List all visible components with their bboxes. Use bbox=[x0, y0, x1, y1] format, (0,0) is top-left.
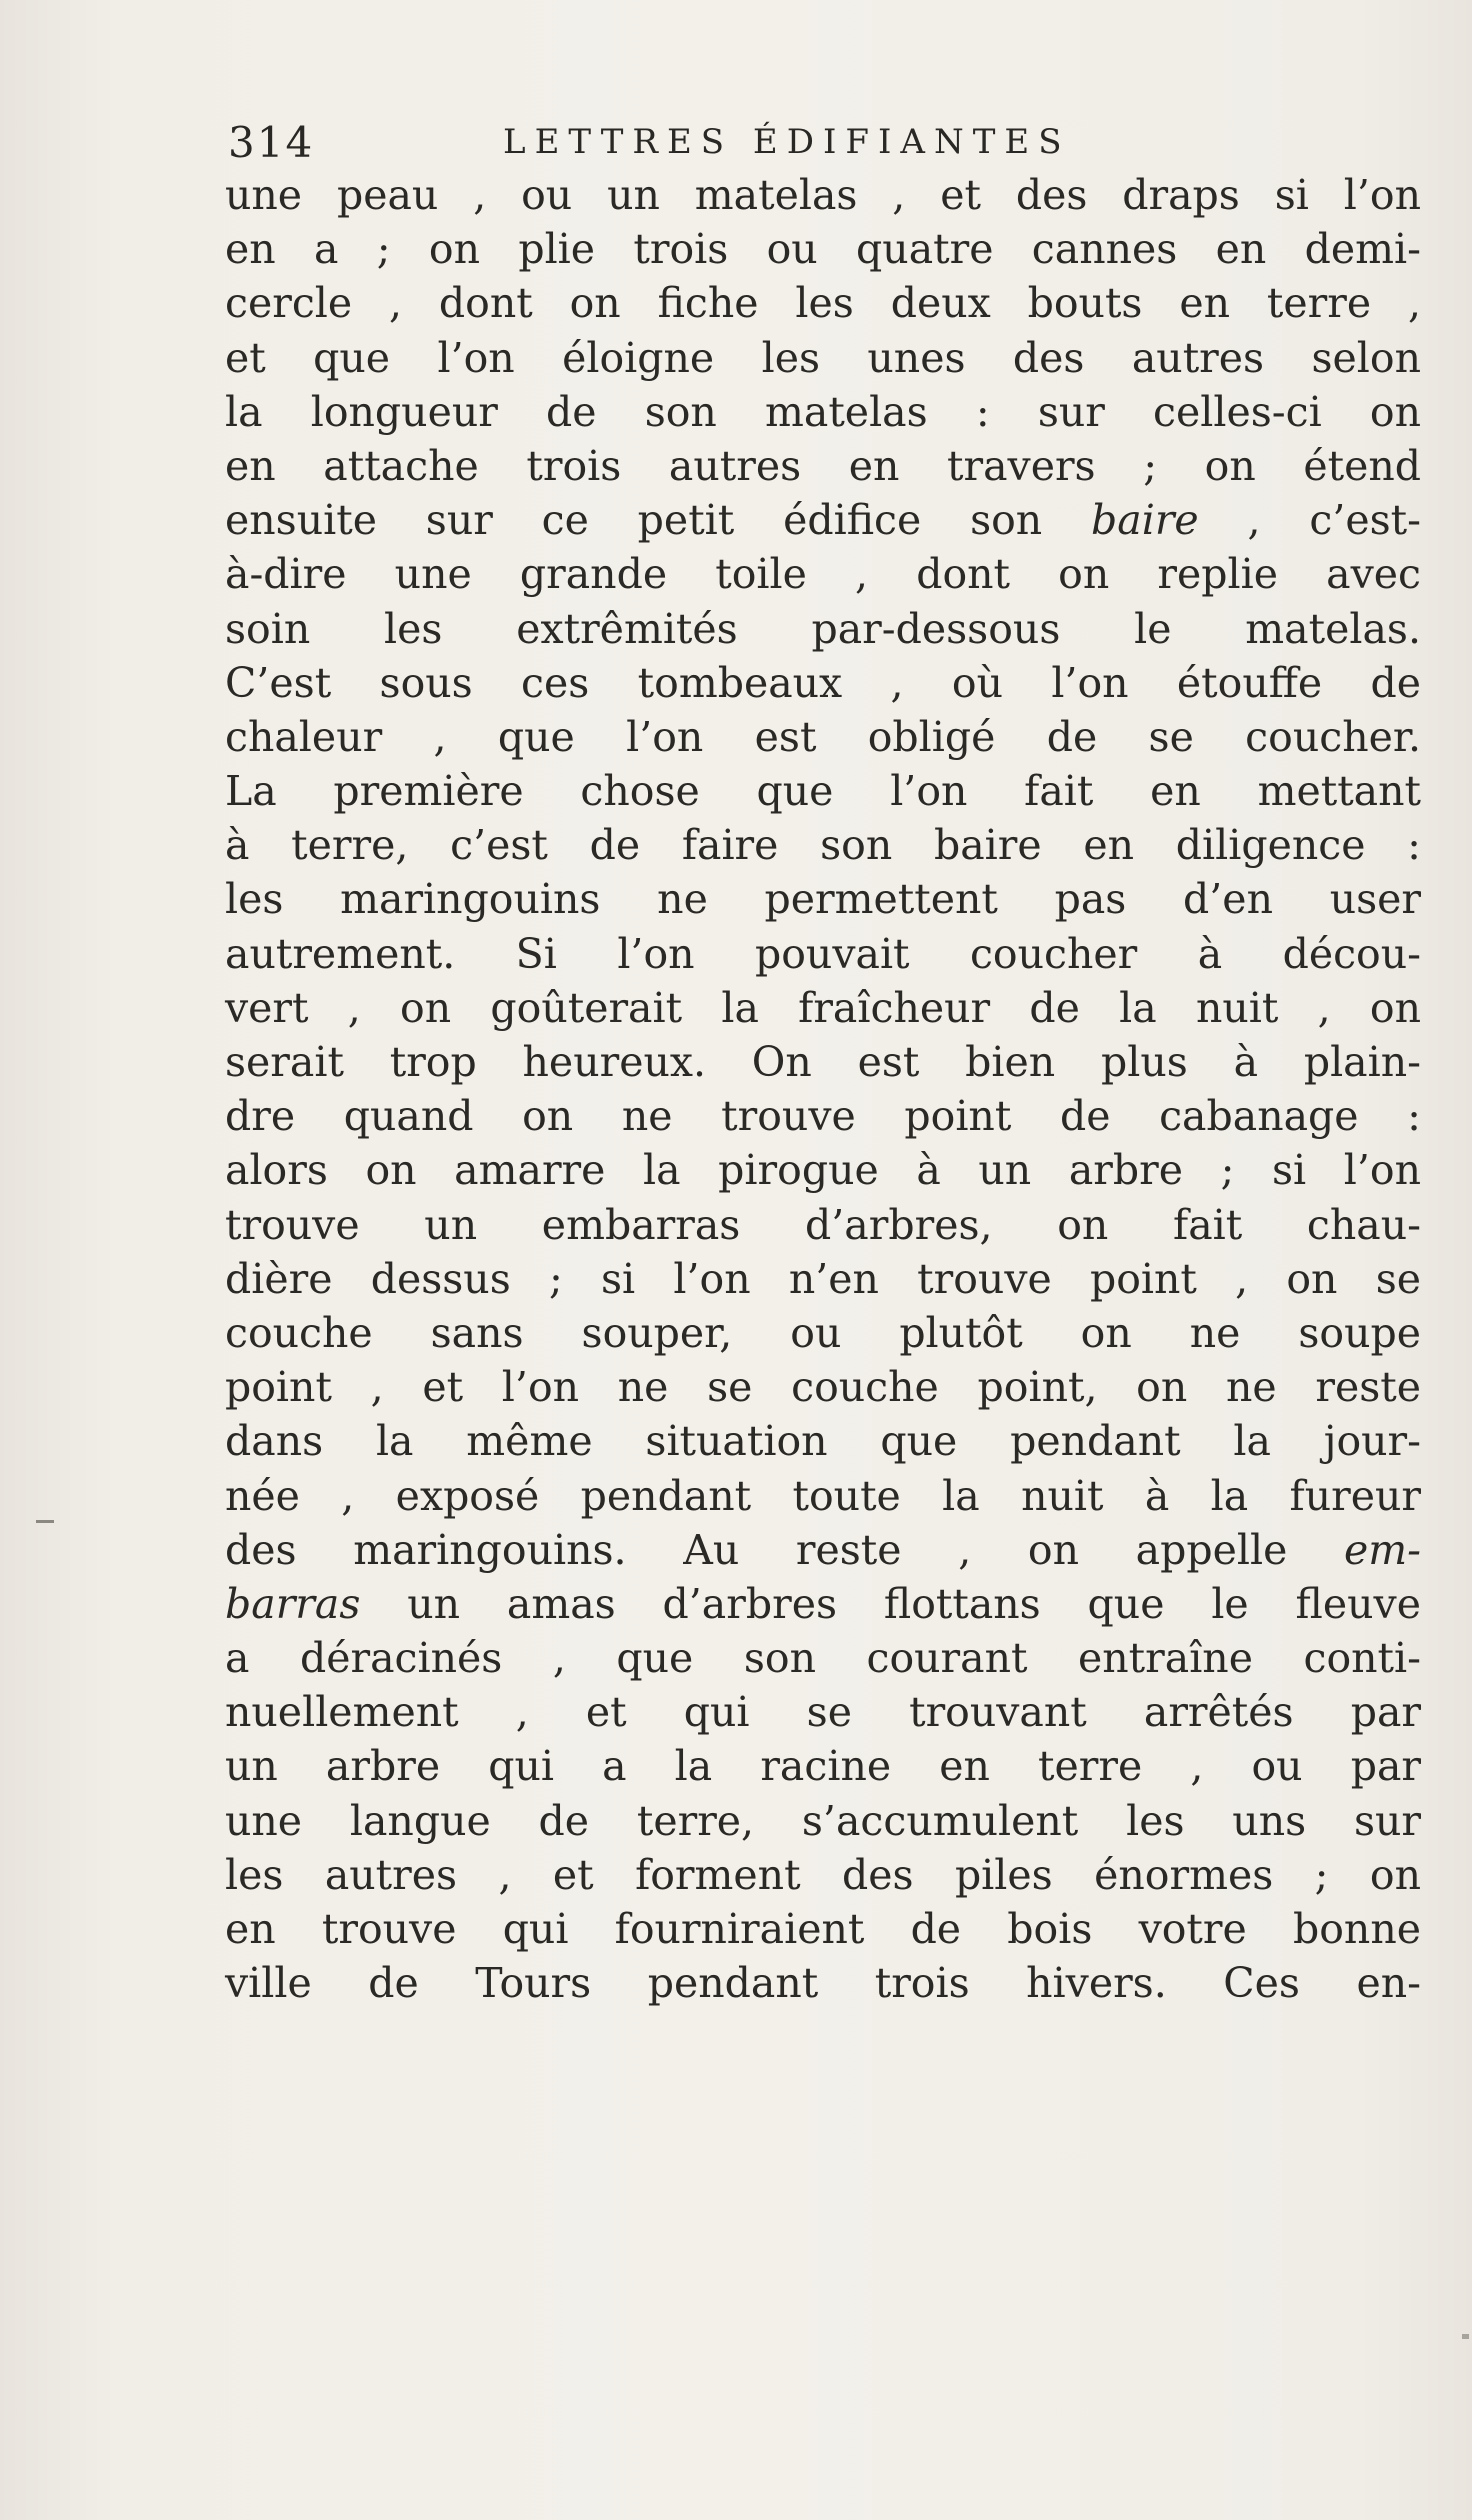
text-run: en attache trois autres en travers ; on étend bbox=[225, 441, 1421, 490]
text-run: la longueur de son matelas : sur celles-ci on bbox=[225, 387, 1421, 436]
text-line bbox=[225, 1035, 1421, 1089]
text-run: serait trop heureux. On est bien plus à plain- bbox=[225, 1038, 1421, 1086]
text-run: à terre, c’est de faire son baire en diligence : bbox=[225, 821, 1421, 870]
text-run: les maringouins ne permettent pas d’en user bbox=[225, 875, 1421, 924]
text-line bbox=[225, 1685, 1421, 1739]
text-run: à-dire une grande toile , dont on replie avec bbox=[225, 550, 1421, 599]
text-run: , c’est- bbox=[1198, 496, 1421, 545]
text-line bbox=[225, 1198, 1421, 1252]
italic-term: baire bbox=[1091, 496, 1199, 545]
text-line bbox=[225, 276, 1421, 330]
text-line bbox=[225, 818, 1421, 872]
text-line bbox=[225, 764, 1421, 818]
text-line bbox=[225, 1631, 1421, 1685]
text-line bbox=[225, 493, 1421, 547]
text-line bbox=[225, 1848, 1421, 1902]
text-run: point , et l’on ne se couche point, on ne reste bbox=[225, 1363, 1421, 1412]
text-run: cercle , dont on fiche les deux bouts en terre , bbox=[225, 279, 1421, 328]
text-run: vert , on goûterait la fraîcheur de la nuit , on bbox=[225, 983, 1421, 1032]
text-run: dière dessus ; si l’on n’en trouve point , on se bbox=[225, 1254, 1421, 1303]
text-line bbox=[225, 222, 1421, 276]
text-line bbox=[225, 1360, 1421, 1414]
text-run: trouve un embarras d’arbres, on fait chau- bbox=[225, 1200, 1421, 1249]
text-run: née , exposé pendant toute la nuit à la fureur bbox=[225, 1471, 1421, 1520]
text-run: soin les extrêmités par-dessous le matelas. bbox=[225, 604, 1421, 653]
text-line bbox=[225, 1089, 1421, 1143]
text-run: ville de Tours pendant trois hivers. Ces en- bbox=[225, 1959, 1421, 2008]
text-line bbox=[225, 331, 1421, 385]
text-line bbox=[225, 1902, 1421, 1956]
text-run: une peau , ou un matelas , et des draps si l’on bbox=[225, 171, 1421, 219]
text-line bbox=[225, 1794, 1421, 1848]
text-run: un arbre qui a la racine en terre , ou par bbox=[225, 1742, 1421, 1791]
text-line bbox=[225, 981, 1421, 1035]
text-line bbox=[225, 1469, 1421, 1523]
text-run: chaleur , que l’on est obligé de se coucher. bbox=[225, 712, 1421, 761]
italic-term: barras bbox=[225, 1579, 361, 1628]
text-run: a déracinés , que son courant entraîne conti- bbox=[225, 1634, 1421, 1683]
text-run: en a ; on plie trois ou quatre cannes en demi- bbox=[225, 225, 1421, 274]
text-run: les autres , et forment des piles énormes ; on bbox=[225, 1850, 1421, 1899]
text-line bbox=[225, 547, 1421, 601]
text-line bbox=[225, 168, 1421, 222]
text-run: dre quand on ne trouve point de cabanage : bbox=[225, 1092, 1421, 1141]
margin-mark bbox=[36, 1520, 54, 1523]
text-run: et que l’on éloigne les unes des autres selon bbox=[225, 333, 1421, 382]
text-line bbox=[225, 927, 1421, 981]
text-run: en trouve qui fourniraient de bois votre bonne bbox=[225, 1905, 1421, 1953]
text-line bbox=[225, 439, 1421, 493]
text-run: un amas d’arbres flottans que le fleuve bbox=[360, 1579, 1421, 1628]
text-run: des maringouins. Au reste , on appelle bbox=[225, 1525, 1344, 1574]
text-run: alors on amarre la pirogue à un arbre ; si l’on bbox=[225, 1146, 1421, 1195]
page-header-title: LETTRES ÉDIFIANTES bbox=[503, 122, 1071, 162]
italic-term: em- bbox=[1344, 1525, 1421, 1574]
text-line bbox=[225, 1523, 1421, 1577]
text-line bbox=[225, 1252, 1421, 1306]
text-line bbox=[225, 1577, 1421, 1631]
text-line bbox=[225, 1956, 1421, 2010]
text-run: La première chose que l’on fait en mettant bbox=[225, 767, 1421, 816]
text-run: autrement. Si l’on pouvait coucher à décou- bbox=[225, 929, 1421, 978]
text-run: dans la même situation que pendant la jour- bbox=[225, 1417, 1421, 1466]
text-line bbox=[225, 1306, 1421, 1360]
text-line bbox=[225, 710, 1421, 764]
text-line bbox=[225, 385, 1421, 439]
text-line bbox=[225, 1414, 1421, 1468]
text-line bbox=[225, 1143, 1421, 1197]
text-run: couche sans souper, ou plutôt on ne soupe bbox=[225, 1308, 1421, 1357]
text-line bbox=[225, 656, 1421, 710]
text-run: une langue de terre, s’accumulent les uns sur bbox=[225, 1796, 1421, 1845]
text-line bbox=[225, 1739, 1421, 1793]
text-run: C’est sous ces tombeaux , où l’on étouffe de bbox=[225, 658, 1421, 707]
text-run: ensuite sur ce petit édifice son bbox=[225, 496, 1092, 545]
margin-mark bbox=[1462, 2334, 1469, 2339]
running-head bbox=[228, 118, 1418, 168]
body-text bbox=[225, 168, 1421, 2010]
text-line bbox=[225, 872, 1421, 926]
page-number: 314 bbox=[228, 118, 315, 167]
text-run: nuellement , et qui se trouvant arrêtés par bbox=[225, 1688, 1421, 1737]
text-line bbox=[225, 602, 1421, 656]
